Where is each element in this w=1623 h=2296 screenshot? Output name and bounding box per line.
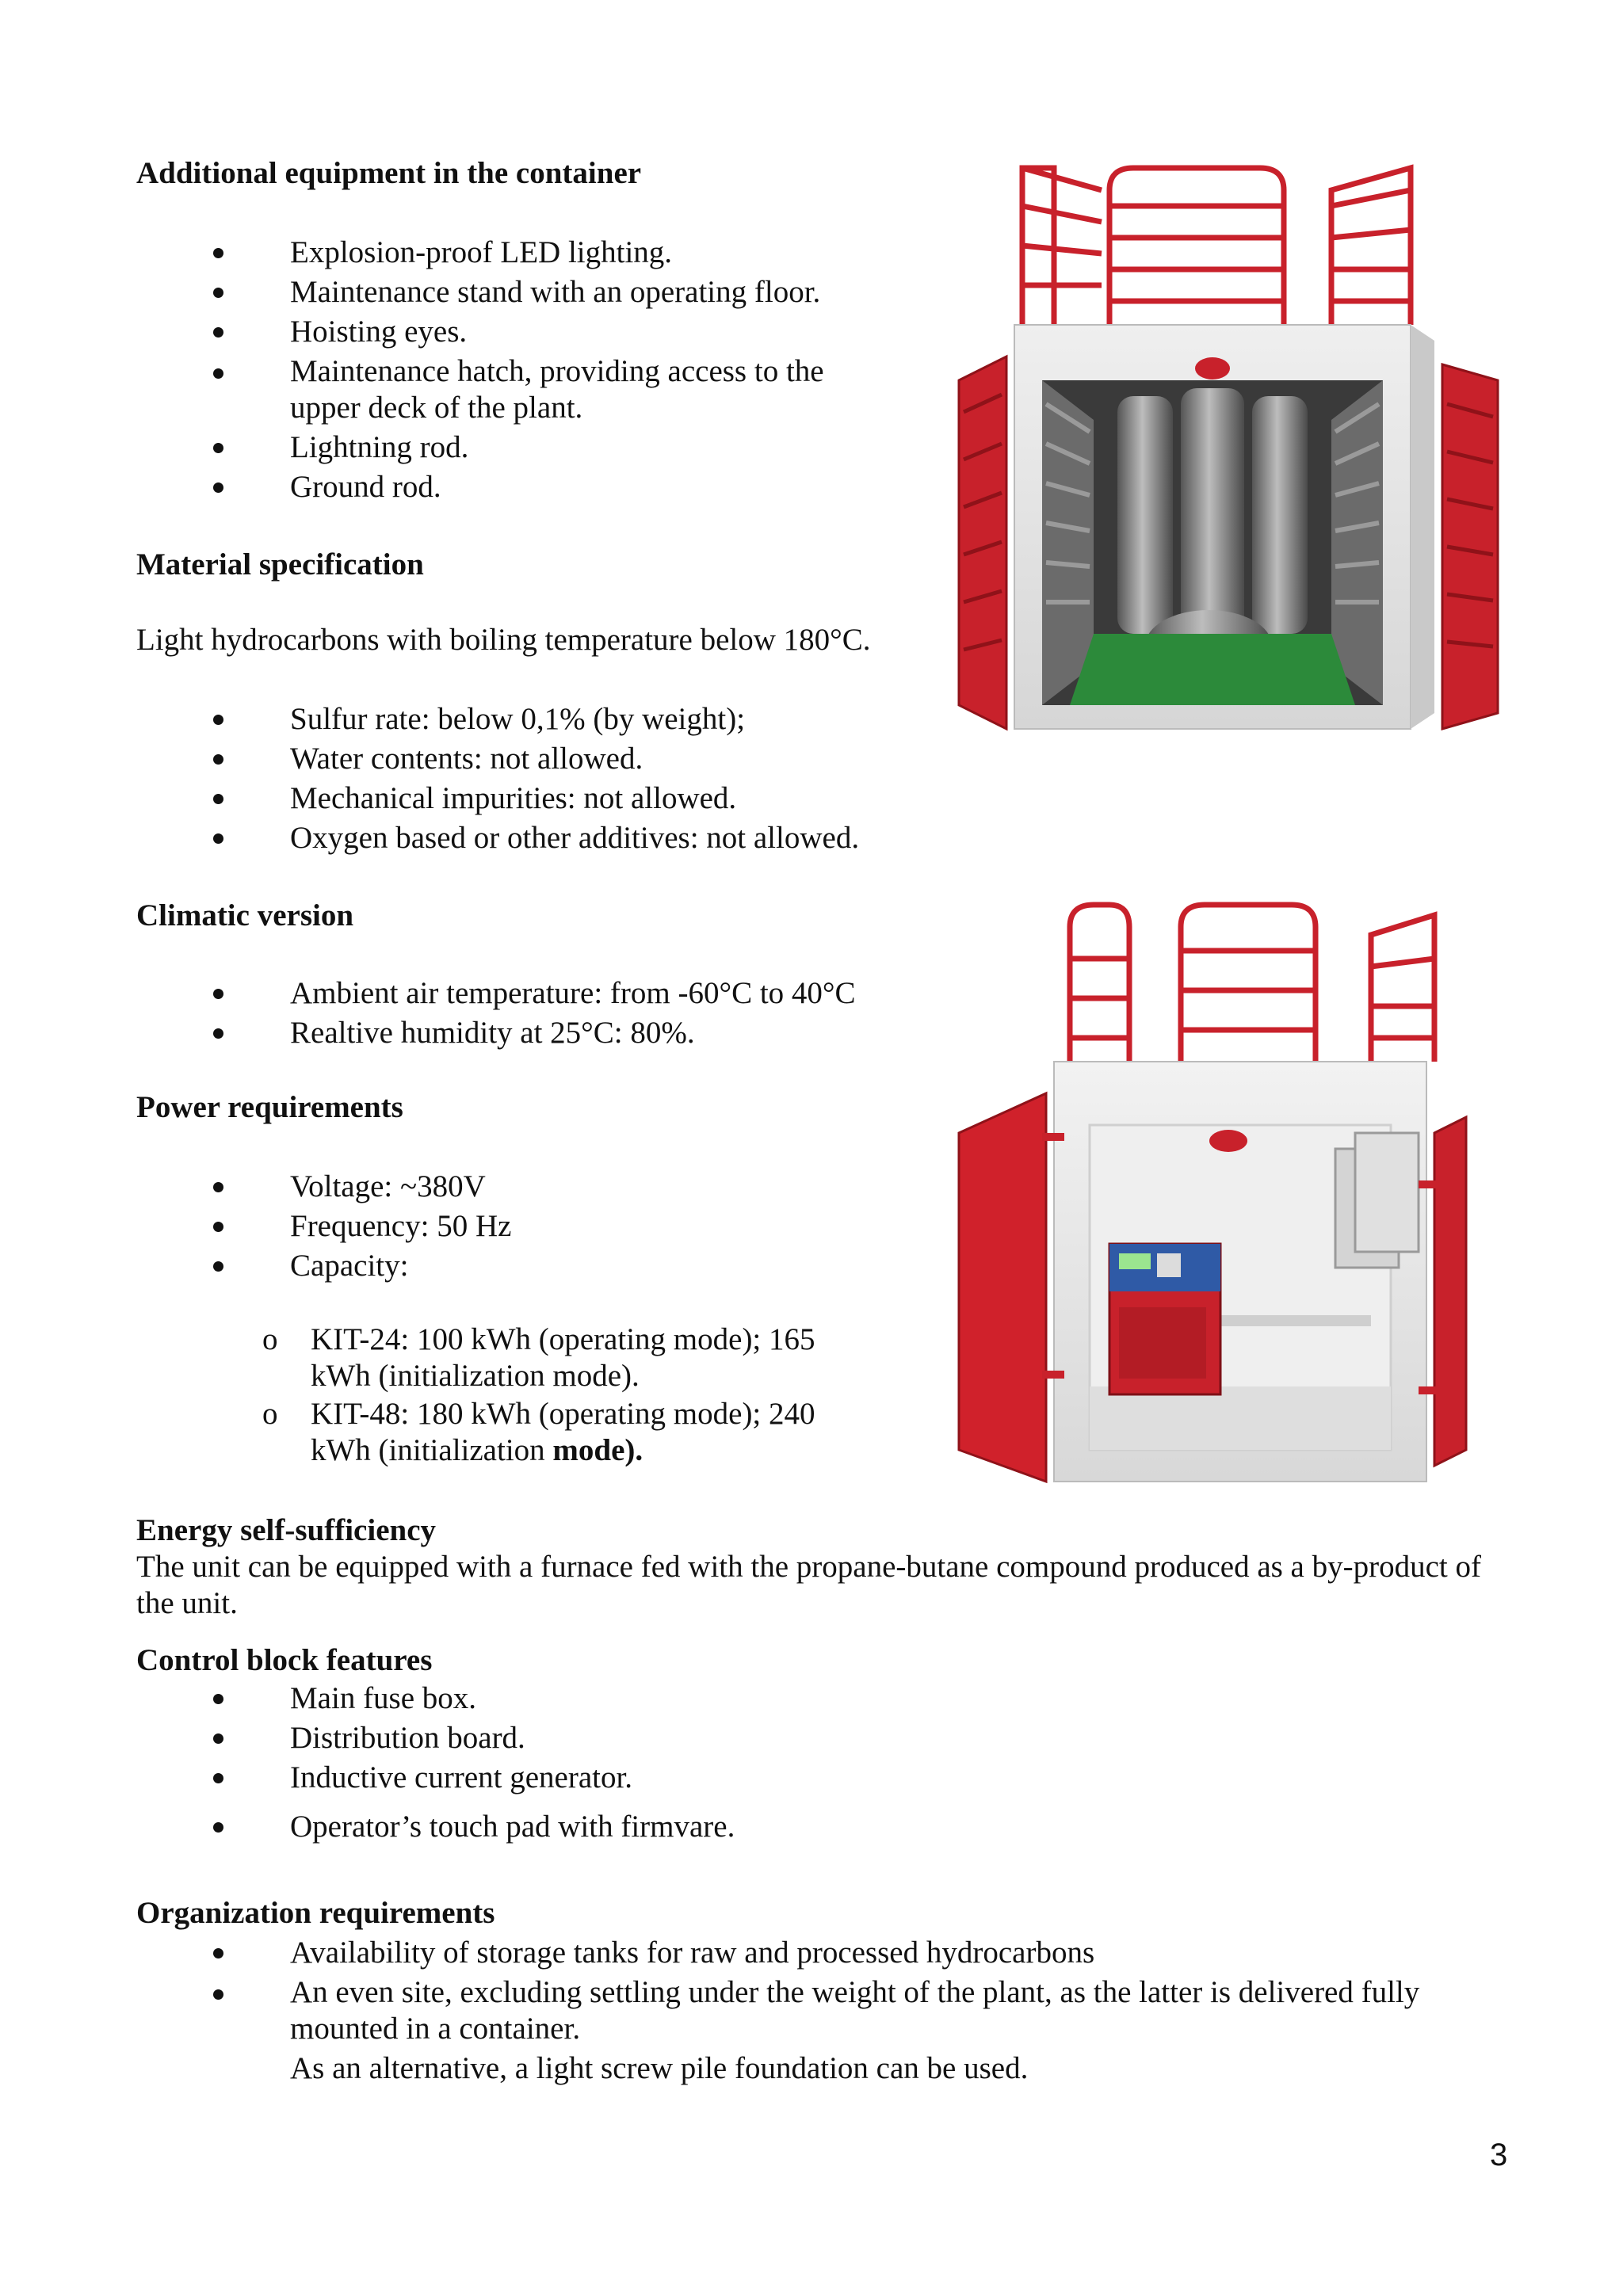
sub-bullet-icon: o [262, 1397, 278, 1431]
bullet-icon [213, 482, 223, 493]
list-item: Frequency: 50 Hz [0, 1207, 511, 1246]
bullet-icon [213, 1948, 223, 1958]
list-item: Capacity: [0, 1246, 511, 1286]
list-item: Operator’s touch pad with firmvare. [0, 1807, 735, 1847]
list-item: o KIT-24: 100 kWh (operating mode); 165 kWh (initialization mode). [262, 1322, 815, 1393]
bullet-icon [213, 754, 223, 765]
bullet-icon [213, 248, 223, 258]
list-control [0, 1679, 735, 1847]
heading-organization: Organization requirements [136, 1896, 495, 1930]
list-item: Distribution board. [0, 1718, 735, 1758]
list-capacity [0, 1322, 857, 1469]
list-organization [0, 1933, 1503, 2047]
sub-bullet-icon: o [262, 1322, 278, 1356]
list-item: Ground rod. [0, 467, 862, 507]
material-intro: Light hydrocarbons with boiling temperature below 180°C. [136, 623, 871, 657]
bullet-icon [213, 794, 223, 804]
bullet-icon [213, 443, 223, 453]
heading-material-spec: Material specification [136, 547, 424, 582]
list-item: Explosion-proof LED lighting. [0, 233, 862, 273]
energy-text: The unit can be equipped with a furnace fed with the propane-butane compound produced as a by-product of the unit. [136, 1550, 1481, 1620]
list-item: Realtive humidity at 25°C: 80%. [0, 1013, 856, 1053]
heading-additional-equipment: Additional equipment in the container [136, 156, 642, 190]
list-item: Availability of storage tanks for raw and processed hydrocarbons [0, 1933, 1503, 1973]
heading-energy: Energy self-sufficiency [136, 1513, 437, 1547]
list-power [0, 1167, 511, 1286]
list-item: Main fuse box. [0, 1679, 735, 1718]
container-equipment-illustration [935, 158, 1537, 745]
bullet-icon [213, 1733, 223, 1744]
list-item: Inductive current generator. [0, 1758, 735, 1798]
list-item: Voltage: ~380V [0, 1167, 511, 1207]
list-item: Oxygen based or other additives: not allowed. [0, 818, 859, 858]
list-item: Ambient air temperature: from -60°C to 40°C [0, 974, 856, 1013]
bullet-icon [213, 327, 223, 338]
bullet-icon [213, 833, 223, 844]
heading-climatic: Climatic version [136, 898, 354, 933]
list-item: Hoisting eyes. [0, 312, 862, 352]
container-control-block-illustration [943, 895, 1522, 1497]
bullet-icon [213, 715, 223, 725]
bullet-icon [213, 989, 223, 999]
list-item: Mechanical impurities: not allowed. [0, 779, 859, 818]
list-item: Maintenance hatch, providing access to the upper deck of the plant. [0, 352, 862, 428]
bullet-icon [213, 288, 223, 298]
bullet-icon [213, 1773, 223, 1783]
list-item: Water contents: not allowed. [0, 739, 859, 779]
bullet-icon [213, 368, 223, 379]
bullet-icon [213, 1989, 223, 2000]
heading-power: Power requirements [136, 1090, 403, 1124]
bullet-icon [213, 1222, 223, 1232]
list-item: Maintenance stand with an operating floor. [0, 273, 862, 312]
bullet-icon [213, 1822, 223, 1833]
bullet-icon [213, 1694, 223, 1704]
list-item: Sulfur rate: below 0,1% (by weight); [0, 700, 859, 739]
list-item: o KIT-48: 180 kWh (operating mode); 240 kWh (initialization mode). [262, 1397, 815, 1467]
list-additional-equipment [0, 233, 862, 507]
organization-note: As an alternative, a light screw pile foundation can be used. [290, 2051, 1029, 2085]
page-number: 3 [1490, 2138, 1508, 2172]
heading-control: Control block features [136, 1643, 433, 1677]
bullet-icon [213, 1182, 223, 1192]
list-climatic [0, 974, 856, 1053]
bullet-icon [213, 1028, 223, 1039]
list-item: An even site, excluding settling under the weight of the plant, as the latter is delivered fully mounted in a container. [0, 1973, 1503, 2047]
bullet-icon [213, 1261, 223, 1272]
list-material-spec [0, 700, 859, 858]
list-item: Lightning rod. [0, 428, 862, 467]
